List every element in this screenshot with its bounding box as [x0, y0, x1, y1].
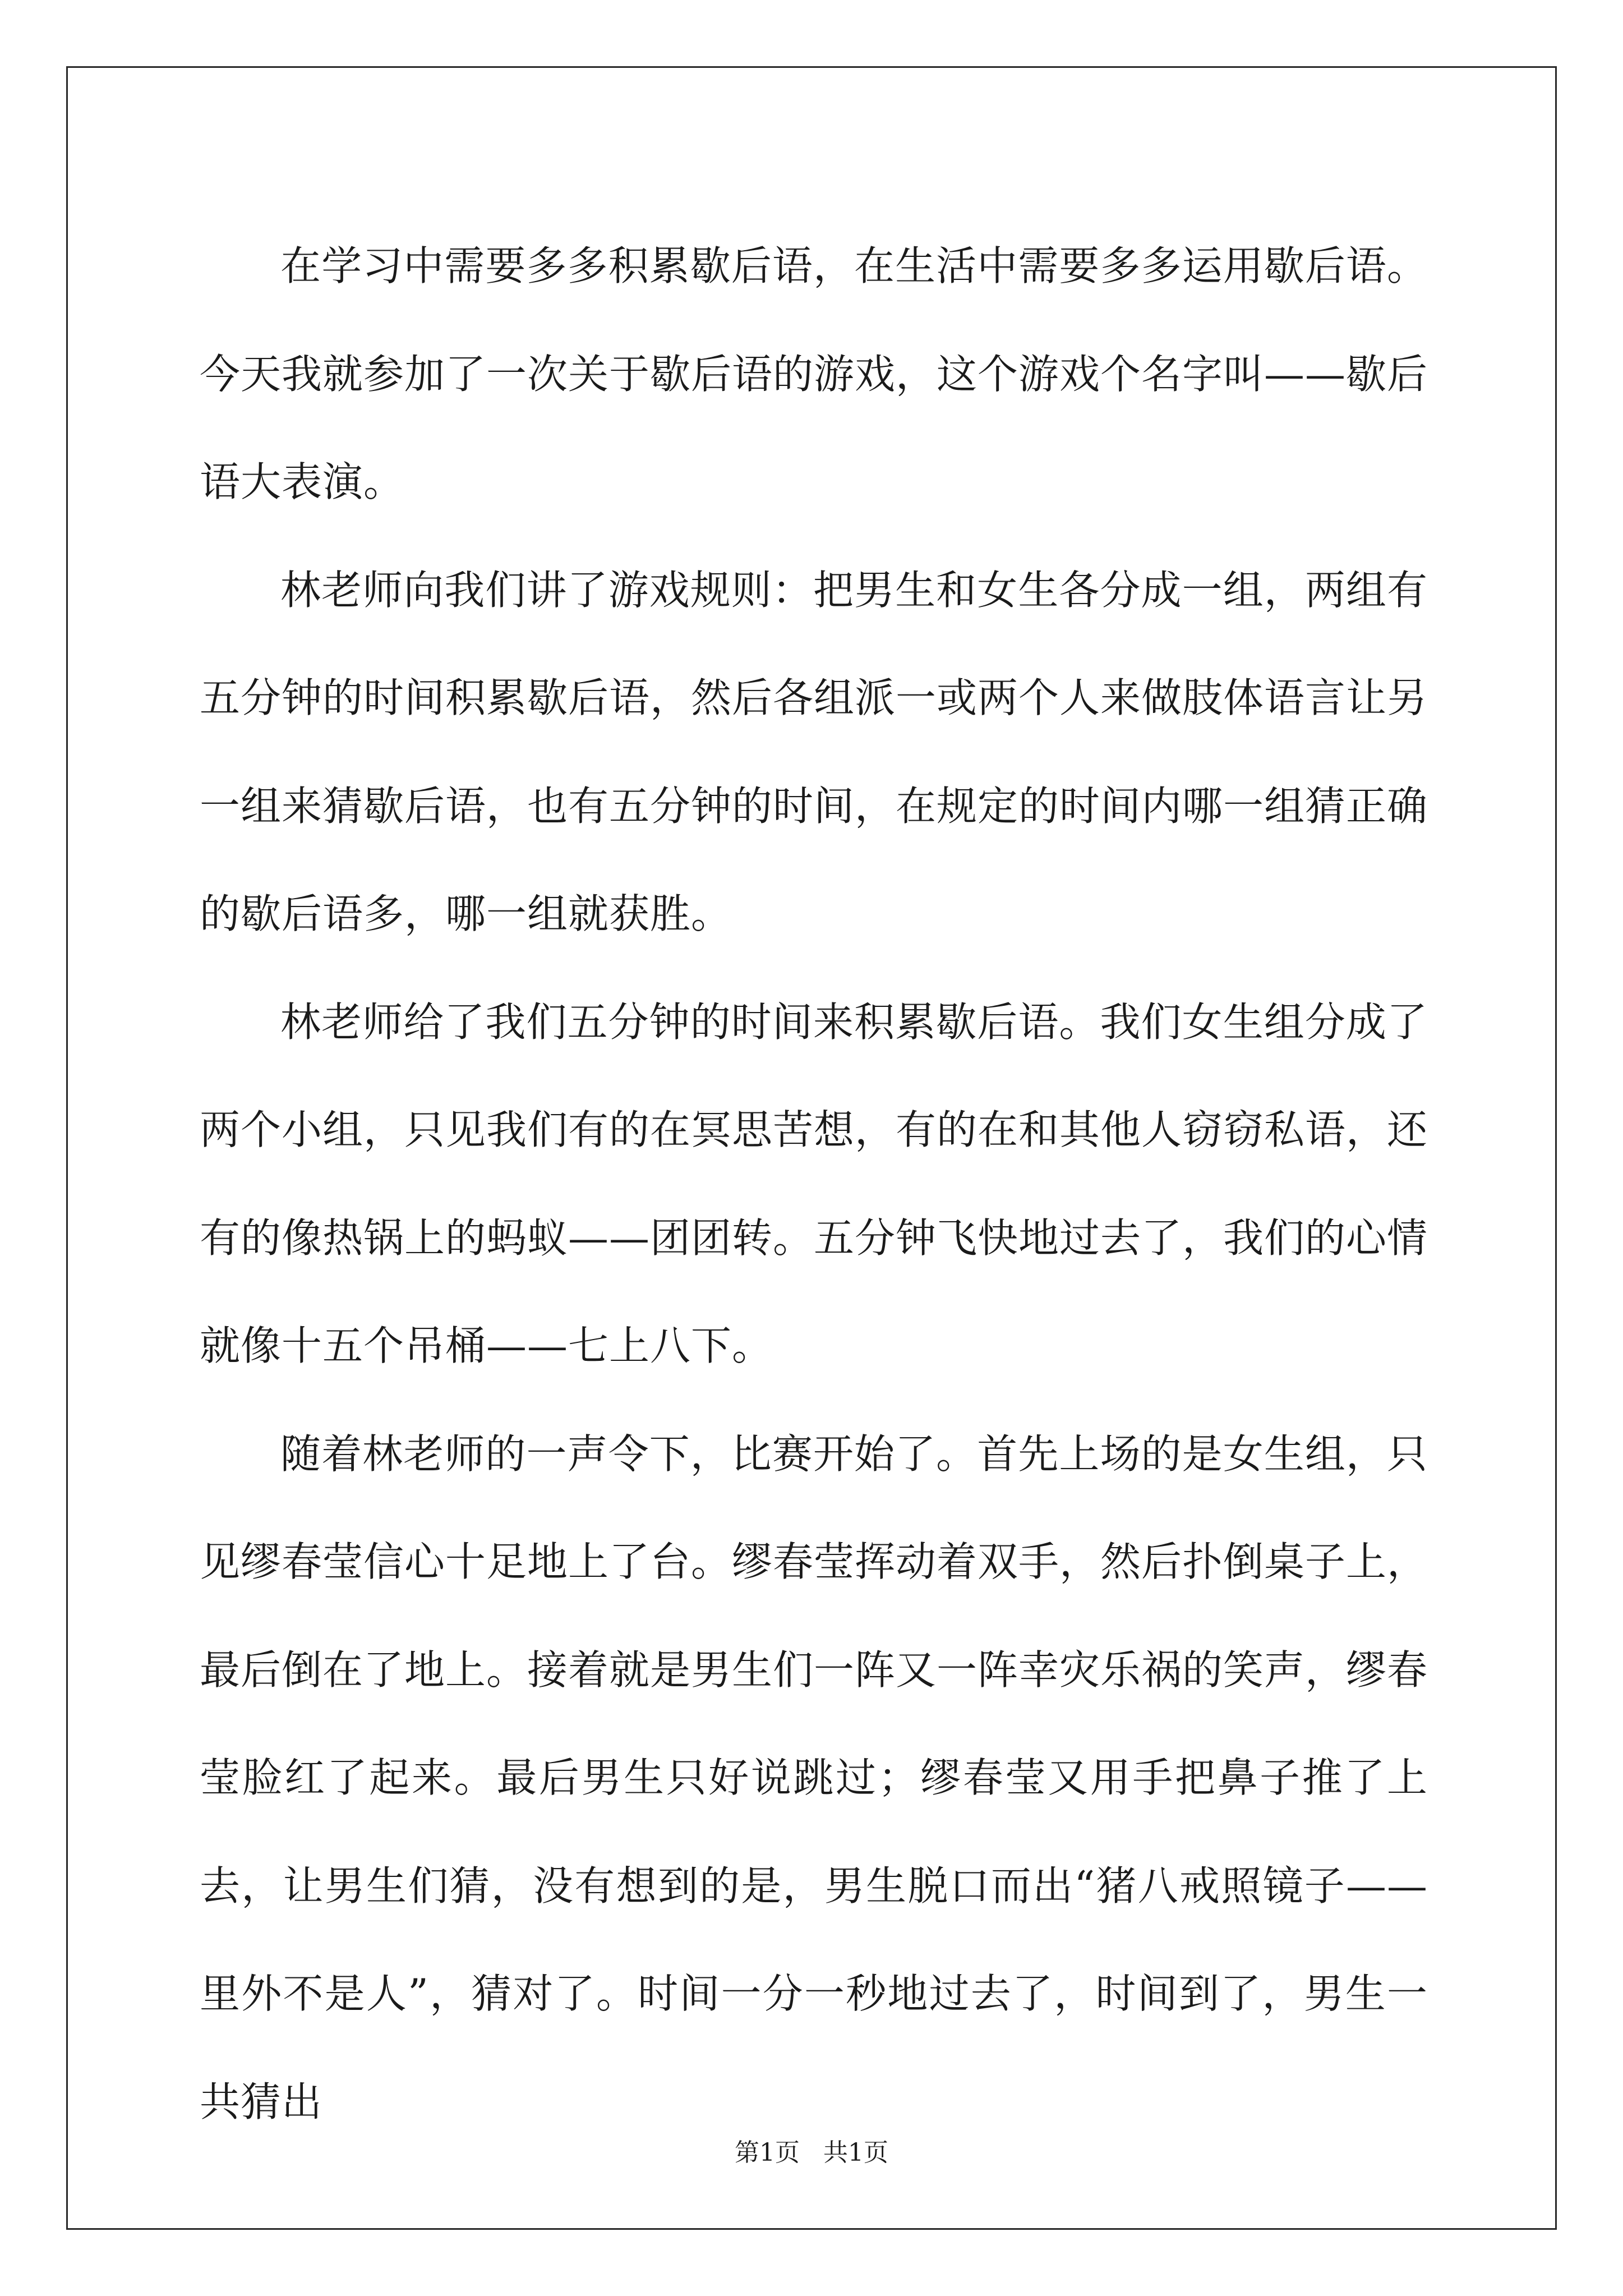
document-body: [200, 212, 1428, 2156]
paragraph-3: 林老师给了我们五分钟的时间来积累歇后语。我们女生组分成了两个小组，只见我们有的在冥思苦想，有的在和其他人窃窃私语，还有的像热锅上的蚂蚁——团团转。五分钟飞快地过去了，我们的心情就像十五个吊桶——七上八下。: [200, 998, 1428, 1369]
page-number-current: 第1页: [735, 2138, 800, 2167]
paragraph-4: 随着林老师的一声令下，比赛开始了。首先上场的是女生组，只见缪春莹信心十足地上了台。缪春莹挥动着双手，然后扑倒桌子上，最后倒在了地上。接着就是男生们一阵又一阵幸灾乐祸的笑声，缪春莹脸红了起来。最后男生只好说跳过；缪春莹又用手把鼻子推了上去，让男生们猜，没有想到的是，男生脱口而出“猪八戒照镜子——里外不是人”，猜对了。时间一分一秒地过去了，时间到了，男生一共猜出: [200, 1430, 1428, 2125]
page-number-total: 共1页: [823, 2138, 888, 2167]
page-footer: [0, 2136, 1623, 2170]
paragraph-2: 林老师向我们讲了游戏规则：把男生和女生各分成一组，两组有五分钟的时间积累歇后语，然后各组派一或两个人来做肢体语言让另一组来猜歇后语，也有五分钟的时间，在规定的时间内哪一组猜正确的歇后语多，哪一组就获胜。: [200, 566, 1428, 937]
paragraph-1: 在学习中需要多多积累歇后语，在生活中需要多多运用歇后语。今天我就参加了一次关于歇后语的游戏，这个游戏个名字叫——歇后语大表演。: [200, 242, 1428, 505]
